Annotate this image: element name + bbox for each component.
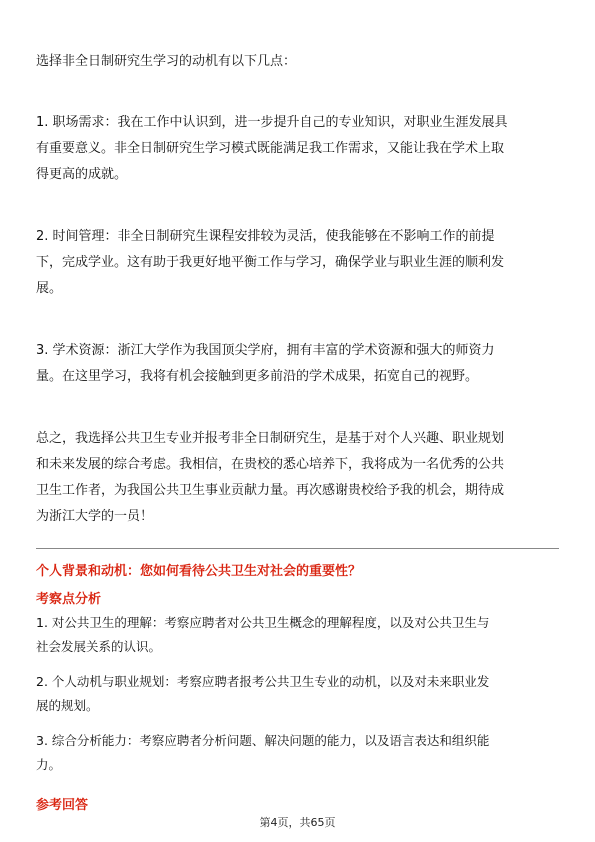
summary-line-3: 卫生工作者，为我国公共卫生事业贡献力量。再次感谢贵校给予我的机会，期待成: [36, 483, 505, 498]
analysis-1-paragraph: [36, 611, 561, 659]
analysis-3-paragraph: [36, 729, 561, 777]
analysis-3-line-2: 力。: [36, 757, 62, 772]
page-number: 第4页，共65页: [259, 816, 336, 829]
answer-heading: 参考回答: [36, 798, 89, 813]
point-3-paragraph: [36, 338, 561, 390]
summary-paragraph: [36, 426, 561, 530]
point-1-line-2: 有重要意义。非全日制研究生学习模式既能满足我工作需求，又能让我在学术上取: [36, 141, 505, 156]
summary-line-1: 总之，我选择公共卫生专业并报考非全日制研究生，是基于对个人兴趣、职业规划: [36, 431, 505, 446]
point-1-line-3: 得更高的成就。: [36, 167, 128, 182]
analysis-1-line-1: 1. 对公共卫生的理解：考察应聘者对公共卫生概念的理解程度，以及对公共卫生与: [36, 615, 490, 630]
analysis-2-paragraph: [36, 670, 561, 718]
point-2-line-1: 2. 时间管理：非全日制研究生课程安排较为灵活，使我能够在不影响工作的前提: [36, 229, 495, 244]
intro-line: 选择非全日制研究生学习的动机有以下几点：: [36, 54, 297, 69]
analysis-1-line-2: 社会发展关系的认识。: [36, 639, 162, 654]
summary-line-4: 为浙江大学的一员！: [36, 509, 154, 524]
point-2-paragraph: [36, 224, 561, 302]
point-1-line-1: 1. 职场需求：我在工作中认识到，进一步提升自己的专业知识，对职业生涯发展具: [36, 115, 508, 130]
point-1-paragraph: [36, 110, 561, 188]
question-heading: 个人背景和动机：您如何看待公共卫生对社会的重要性？: [36, 564, 362, 579]
analysis-heading: 考察点分析: [36, 592, 102, 607]
point-3-line-1: 3. 学术资源：浙江大学作为我国顶尖学府，拥有丰富的学术资源和强大的师资力: [36, 343, 495, 358]
analysis-2-line-2: 展的规划。: [36, 698, 99, 713]
analysis-3-line-1: 3. 综合分析能力：考察应聘者分析问题、解决问题的能力，以及语言表达和组织能: [36, 733, 490, 748]
summary-line-2: 和未来发展的综合考虑。我相信，在贵校的悉心培养下，我将成为一名优秀的公共: [36, 457, 505, 472]
point-3-line-2: 量。在这里学习，我将有机会接触到更多前沿的学术成果，拓宽自己的视野。: [36, 369, 479, 384]
point-2-line-2: 下，完成学业。这有助于我更好地平衡工作与学习，确保学业与职业生涯的顺利发: [36, 255, 505, 270]
intro-paragraph: [36, 49, 561, 75]
section-divider: [36, 548, 559, 549]
analysis-2-line-1: 2. 个人动机与职业规划：考察应聘者报考公共卫生专业的动机，以及对未来职业发: [36, 674, 490, 689]
point-2-line-3: 展。: [36, 281, 63, 296]
